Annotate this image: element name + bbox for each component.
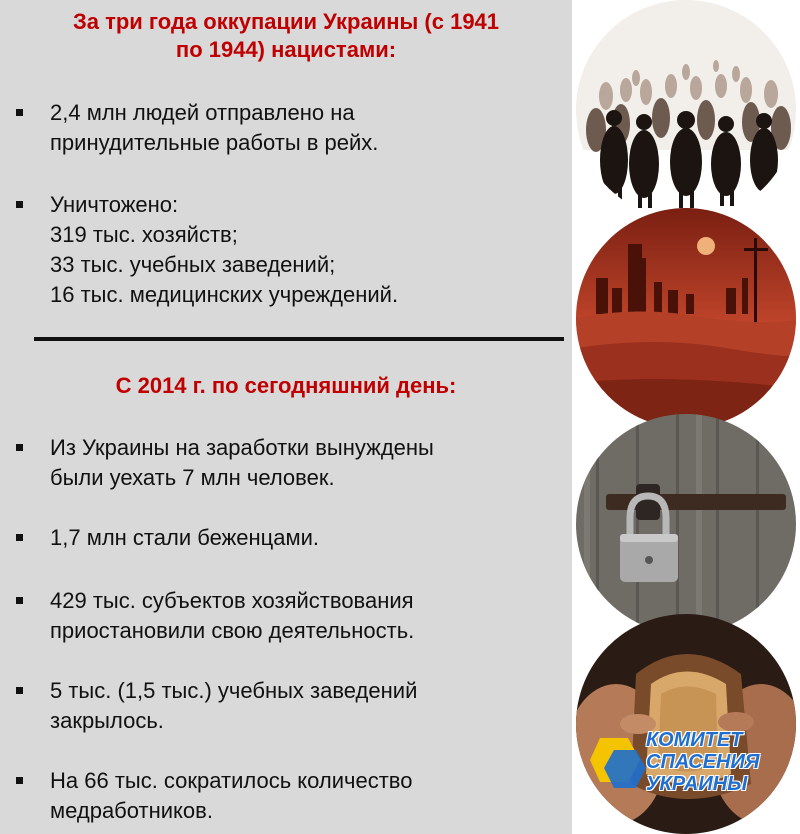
section1-heading — [0, 8, 572, 64]
logo — [590, 726, 790, 806]
bullet-line: медработников. — [50, 798, 213, 823]
bullet-marker — [16, 687, 23, 694]
crowd-of-refugees-photo — [576, 0, 796, 220]
bullet-line: принудительные работы в рейх. — [50, 130, 379, 155]
section-divider — [34, 337, 564, 341]
bullet-line: 319 тыс. хозяйств; — [50, 222, 238, 247]
logo-emblem-icon — [590, 730, 650, 800]
bullet-marker — [16, 201, 23, 208]
crowd-icon — [576, 0, 796, 220]
bullet-line: 429 тыс. субъектов хозяйствования — [50, 588, 414, 613]
section2-bullet-3 — [16, 586, 566, 646]
logo-line-2: СПАСЕНИЯ — [646, 751, 760, 773]
section2-bullet-4 — [16, 676, 566, 736]
bullet-line: были уехать 7 млн человек. — [50, 465, 335, 490]
bullet-marker — [16, 109, 23, 116]
section2-bullet-5 — [16, 766, 566, 826]
bullet-line: Уничтожено: — [50, 192, 179, 217]
bullet-line: 16 тыс. медицинских учреждений. — [50, 282, 399, 307]
bullet-line: 2,4 млн людей отправлено на — [50, 100, 355, 125]
photo-column — [572, 0, 800, 834]
ruined-city-icon — [576, 208, 796, 428]
bullet-line: Из Украины на заработки вынуждены — [50, 435, 434, 460]
bullet-line: закрылось. — [50, 708, 164, 733]
bullet-marker — [16, 534, 23, 541]
section1-bullet-2 — [16, 190, 566, 310]
section2-heading: С 2014 г. по сегодняшний день: — [115, 373, 457, 398]
padlock-icon — [576, 414, 796, 634]
bullet-line: приостановили свою деятельность. — [50, 618, 415, 643]
section2-bullet-1 — [16, 433, 566, 493]
section2-bullet-2 — [16, 523, 566, 553]
logo-line-3: УКРАИНЫ — [646, 773, 748, 795]
bullet-line: 5 тыс. (1,5 тыс.) учебных заведений — [50, 678, 418, 703]
bullet-marker — [16, 777, 23, 784]
section1-bullet-1 — [16, 98, 566, 158]
padlocked-door-photo — [576, 414, 796, 634]
section1-heading-line1: За три года оккупации Украины (с 1941 — [72, 9, 500, 34]
bullet-marker — [16, 597, 23, 604]
bullet-marker — [16, 444, 23, 451]
logo-line-1: КОМИТЕТ — [646, 729, 743, 751]
bullet-line: 33 тыс. учебных заведений; — [50, 252, 336, 277]
section1-heading-line2: по 1944) нацистами: — [175, 37, 397, 62]
ruined-city-photo — [576, 208, 796, 428]
bullet-line: На 66 тыс. сократилось количество — [50, 768, 413, 793]
bullet-line: 1,7 млн стали беженцами. — [50, 525, 320, 550]
